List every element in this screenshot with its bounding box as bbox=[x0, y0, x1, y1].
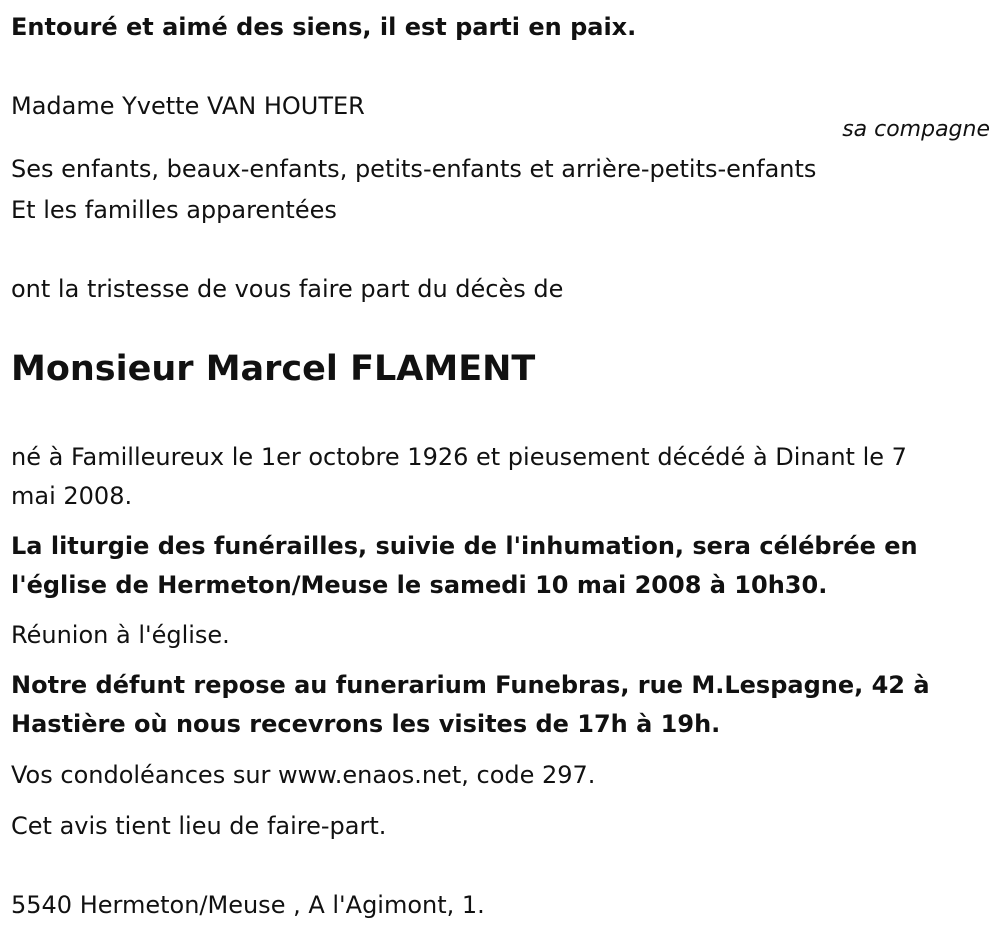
birth-death-line-1: né à Familleureux le 1er octobre 1926 et pieusement décédé à Dinant le 7 bbox=[11, 443, 907, 471]
family-line-1: Ses enfants, beaux-enfants, petits-enfants et arrière-petits-enfants bbox=[11, 155, 817, 183]
deceased-name: Monsieur Marcel FLAMENT bbox=[11, 349, 536, 389]
meeting-text: Réunion à l'église. bbox=[11, 621, 230, 649]
condolences-text: Vos condoléances sur www.enaos.net, code 297. bbox=[11, 761, 596, 789]
partner-name: Madame Yvette VAN HOUTER bbox=[11, 92, 365, 120]
announcement-text: ont la tristesse de vous faire part du décès de bbox=[11, 275, 564, 303]
address-text: 5540 Hermeton/Meuse , A l'Agimont, 1. bbox=[11, 891, 485, 919]
partner-relation: sa compagne bbox=[842, 117, 990, 142]
funeral-line-2: l'église de Hermeton/Meuse le samedi 10 mai 2008 à 10h30. bbox=[11, 571, 828, 599]
funeral-line-1: La liturgie des funérailles, suivie de l'inhumation, sera célébrée en bbox=[11, 532, 918, 560]
funerarium-line-2: Hastière où nous recevrons les visites de 17h à 19h. bbox=[11, 710, 721, 738]
intro-text: Entouré et aimé des siens, il est parti en paix. bbox=[11, 13, 637, 41]
birth-death-line-2: mai 2008. bbox=[11, 482, 133, 510]
family-line-2: Et les familles apparentées bbox=[11, 196, 337, 224]
funerarium-line-1: Notre défunt repose au funerarium Funebras, rue M.Lespagne, 42 à bbox=[11, 671, 930, 699]
notice-text: Cet avis tient lieu de faire-part. bbox=[11, 812, 387, 840]
